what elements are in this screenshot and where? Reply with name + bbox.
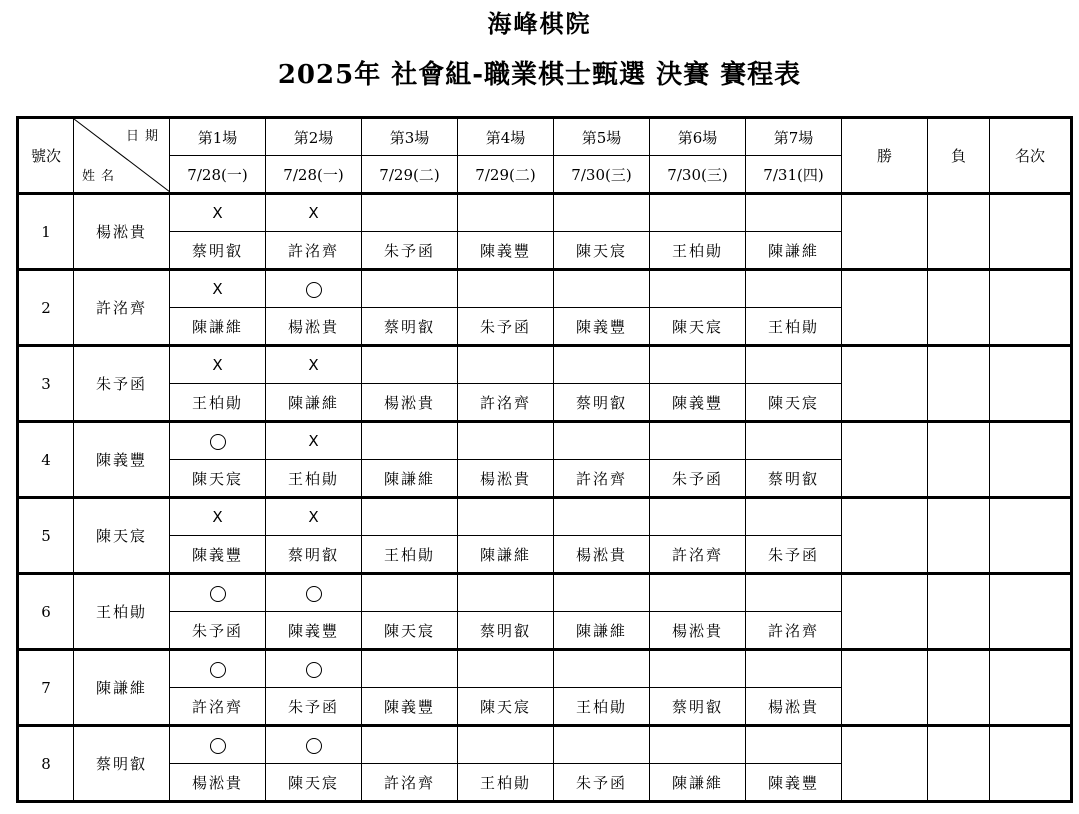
match-result-cell <box>554 422 650 460</box>
opponent-name: 陳謙維 <box>650 764 746 802</box>
opponent-name: 許洺齊 <box>458 384 554 422</box>
match-result-cell <box>362 270 458 308</box>
opponent-name: 陳天宸 <box>266 764 362 802</box>
wins-cell <box>842 346 928 422</box>
rank-cell <box>990 346 1072 422</box>
loss-mark: X <box>308 356 319 374</box>
org-title: 海峰棋院 <box>487 9 592 38</box>
losses-cell <box>928 498 990 574</box>
match-result-cell <box>554 574 650 612</box>
match-result-cell <box>554 270 650 308</box>
losses-cell <box>928 346 990 422</box>
match-result-cell <box>746 650 842 688</box>
opponent-name: 蔡明叡 <box>458 612 554 650</box>
opponent-name: 陳謙維 <box>362 460 458 498</box>
player-name: 蔡明叡 <box>74 726 170 802</box>
win-circle-icon <box>210 738 226 754</box>
match-result-cell <box>266 650 362 688</box>
match-result-cell <box>362 422 458 460</box>
match-result-cell <box>458 574 554 612</box>
opponent-name: 陳天宸 <box>170 460 266 498</box>
match-result-cell <box>650 422 746 460</box>
match-result-cell <box>554 650 650 688</box>
rank-cell <box>990 726 1072 802</box>
round-header: 第6場 <box>650 118 746 156</box>
player-result-row <box>18 650 1072 688</box>
match-result-cell <box>746 194 842 232</box>
diag-label-date: 日期 <box>125 129 164 144</box>
opponent-name: 王柏勛 <box>458 764 554 802</box>
wins-cell <box>842 194 928 270</box>
player-number: 1 <box>18 194 74 270</box>
col-header-number: 號次 <box>18 118 74 194</box>
opponent-name: 朱予函 <box>458 308 554 346</box>
opponent-name: 楊淞貴 <box>362 384 458 422</box>
opponent-name: 陳謙維 <box>554 612 650 650</box>
match-result-cell <box>458 650 554 688</box>
match-result-cell <box>650 270 746 308</box>
losses-cell <box>928 726 990 802</box>
match-result-cell <box>650 498 746 536</box>
player-result-row <box>18 498 1072 536</box>
opponent-name: 陳義豐 <box>746 764 842 802</box>
opponent-name: 陳義豐 <box>266 612 362 650</box>
opponent-name: 王柏勛 <box>266 460 362 498</box>
match-result-cell <box>266 194 362 232</box>
match-result-cell <box>170 498 266 536</box>
opponent-name: 陳天宸 <box>458 688 554 726</box>
rank-cell <box>990 270 1072 346</box>
win-circle-icon <box>210 662 226 678</box>
match-result-cell <box>266 574 362 612</box>
match-result-cell <box>746 270 842 308</box>
wins-cell <box>842 650 928 726</box>
win-circle-icon <box>306 586 322 602</box>
opponent-name: 蔡明叡 <box>266 536 362 574</box>
diagonal-header-cell <box>74 118 170 194</box>
win-circle-icon <box>306 662 322 678</box>
match-result-cell <box>362 650 458 688</box>
wins-cell <box>842 422 928 498</box>
opponent-name: 蔡明叡 <box>554 384 650 422</box>
opponent-name: 朱予函 <box>554 764 650 802</box>
player-number: 2 <box>18 270 74 346</box>
wins-cell <box>842 574 928 650</box>
opponent-name: 朱予函 <box>650 460 746 498</box>
opponent-name: 許洺齊 <box>554 460 650 498</box>
match-result-cell <box>170 346 266 384</box>
match-result-cell <box>746 422 842 460</box>
match-result-cell <box>362 498 458 536</box>
schedule-table <box>16 116 1073 803</box>
match-result-cell <box>362 726 458 764</box>
col-header-rank: 名次 <box>990 118 1072 194</box>
opponent-name: 楊淞貴 <box>554 536 650 574</box>
losses-cell <box>928 650 990 726</box>
player-result-row <box>18 726 1072 764</box>
losses-cell <box>928 422 990 498</box>
player-result-row <box>18 270 1072 308</box>
opponent-name: 陳謙維 <box>266 384 362 422</box>
match-result-cell <box>650 726 746 764</box>
opponent-name: 陳天宸 <box>554 232 650 270</box>
opponent-name: 陳義豐 <box>554 308 650 346</box>
rank-cell <box>990 422 1072 498</box>
match-result-cell <box>458 270 554 308</box>
opponent-name: 王柏勛 <box>746 308 842 346</box>
round-header: 第2場 <box>266 118 362 156</box>
opponent-name: 許洺齊 <box>650 536 746 574</box>
match-result-cell <box>746 726 842 764</box>
player-name: 王柏勛 <box>74 574 170 650</box>
date-header: 7/29(二) <box>458 156 554 194</box>
match-result-cell <box>170 726 266 764</box>
round-header: 第3場 <box>362 118 458 156</box>
opponent-name: 陳天宸 <box>746 384 842 422</box>
match-result-cell <box>746 346 842 384</box>
losses-cell <box>928 574 990 650</box>
opponent-name: 朱予函 <box>746 536 842 574</box>
match-result-cell <box>746 498 842 536</box>
rank-cell <box>990 574 1072 650</box>
opponent-name: 王柏勛 <box>362 536 458 574</box>
loss-mark: X <box>308 204 319 222</box>
match-result-cell <box>170 574 266 612</box>
date-header: 7/28(一) <box>266 156 362 194</box>
losses-cell <box>928 270 990 346</box>
wins-cell <box>842 726 928 802</box>
win-circle-icon <box>210 434 226 450</box>
match-result-cell <box>554 726 650 764</box>
win-circle-icon <box>210 586 226 602</box>
player-name: 許洺齊 <box>74 270 170 346</box>
match-result-cell <box>554 498 650 536</box>
opponent-name: 王柏勛 <box>170 384 266 422</box>
match-result-cell <box>266 422 362 460</box>
opponent-name: 許洺齊 <box>170 688 266 726</box>
match-result-cell <box>362 346 458 384</box>
match-result-cell <box>458 194 554 232</box>
round-header: 第1場 <box>170 118 266 156</box>
opponent-name: 朱予函 <box>362 232 458 270</box>
opponent-name: 許洺齊 <box>362 764 458 802</box>
match-result-cell <box>650 346 746 384</box>
player-number: 4 <box>18 422 74 498</box>
date-header: 7/30(三) <box>650 156 746 194</box>
schedule-title: 2025年 社會組-職業棋士甄選 決賽 賽程表 <box>277 60 802 90</box>
player-name: 陳義豐 <box>74 422 170 498</box>
opponent-name: 蔡明叡 <box>746 460 842 498</box>
opponent-name: 楊淞貴 <box>650 612 746 650</box>
match-result-cell <box>266 270 362 308</box>
player-number: 7 <box>18 650 74 726</box>
match-result-cell <box>170 270 266 308</box>
opponent-name: 蔡明叡 <box>170 232 266 270</box>
loss-mark: X <box>212 508 223 526</box>
player-number: 3 <box>18 346 74 422</box>
player-name: 楊淞貴 <box>74 194 170 270</box>
col-header-losses: 負 <box>928 118 990 194</box>
match-result-cell <box>170 650 266 688</box>
match-result-cell <box>266 498 362 536</box>
match-result-cell <box>266 346 362 384</box>
header-row-rounds <box>18 118 1072 156</box>
opponent-name: 楊淞貴 <box>746 688 842 726</box>
date-header: 7/29(二) <box>362 156 458 194</box>
match-result-cell <box>458 726 554 764</box>
opponent-name: 楊淞貴 <box>266 308 362 346</box>
match-result-cell <box>650 650 746 688</box>
opponent-name: 陳天宸 <box>650 308 746 346</box>
wins-cell <box>842 498 928 574</box>
match-result-cell <box>362 574 458 612</box>
date-header: 7/30(三) <box>554 156 650 194</box>
rank-cell <box>990 650 1072 726</box>
opponent-name: 朱予函 <box>170 612 266 650</box>
opponent-name: 陳謙維 <box>746 232 842 270</box>
opponent-name: 楊淞貴 <box>458 460 554 498</box>
opponent-name: 王柏勛 <box>554 688 650 726</box>
match-result-cell <box>362 194 458 232</box>
match-result-cell <box>170 194 266 232</box>
opponent-name: 陳謙維 <box>458 536 554 574</box>
player-result-row <box>18 194 1072 232</box>
match-result-cell <box>650 574 746 612</box>
opponent-name: 王柏勛 <box>650 232 746 270</box>
opponent-name: 許洺齊 <box>266 232 362 270</box>
opponent-name: 朱予函 <box>266 688 362 726</box>
player-number: 8 <box>18 726 74 802</box>
opponent-name: 陳義豐 <box>170 536 266 574</box>
losses-cell <box>928 194 990 270</box>
match-result-cell <box>266 726 362 764</box>
match-result-cell <box>554 194 650 232</box>
rank-cell <box>990 498 1072 574</box>
loss-mark: X <box>308 508 319 526</box>
loss-mark: X <box>212 280 223 298</box>
loss-mark: X <box>308 432 319 450</box>
match-result-cell <box>170 422 266 460</box>
opponent-name: 陳天宸 <box>362 612 458 650</box>
wins-cell <box>842 270 928 346</box>
opponent-name: 許洺齊 <box>746 612 842 650</box>
round-header: 第4場 <box>458 118 554 156</box>
player-result-row <box>18 574 1072 612</box>
loss-mark: X <box>212 356 223 374</box>
player-name: 陳天宸 <box>74 498 170 574</box>
player-name: 陳謙維 <box>74 650 170 726</box>
col-header-wins: 勝 <box>842 118 928 194</box>
player-number: 5 <box>18 498 74 574</box>
match-result-cell <box>746 574 842 612</box>
opponent-name: 蔡明叡 <box>650 688 746 726</box>
opponent-name: 陳謙維 <box>170 308 266 346</box>
match-result-cell <box>458 498 554 536</box>
round-header: 第5場 <box>554 118 650 156</box>
diag-label-name: 姓名 <box>82 169 121 184</box>
rank-cell <box>990 194 1072 270</box>
opponent-name: 陳義豐 <box>458 232 554 270</box>
match-result-cell <box>458 422 554 460</box>
opponent-name: 楊淞貴 <box>170 764 266 802</box>
opponent-name: 陳義豐 <box>362 688 458 726</box>
round-header: 第7場 <box>746 118 842 156</box>
match-result-cell <box>650 194 746 232</box>
win-circle-icon <box>306 738 322 754</box>
match-result-cell <box>554 346 650 384</box>
win-circle-icon <box>306 282 322 298</box>
player-number: 6 <box>18 574 74 650</box>
player-result-row <box>18 422 1072 460</box>
match-result-cell <box>458 346 554 384</box>
date-header: 7/31(四) <box>746 156 842 194</box>
loss-mark: X <box>212 204 223 222</box>
player-result-row <box>18 346 1072 384</box>
player-name: 朱予函 <box>74 346 170 422</box>
opponent-name: 蔡明叡 <box>362 308 458 346</box>
date-header: 7/28(一) <box>170 156 266 194</box>
opponent-name: 陳義豐 <box>650 384 746 422</box>
